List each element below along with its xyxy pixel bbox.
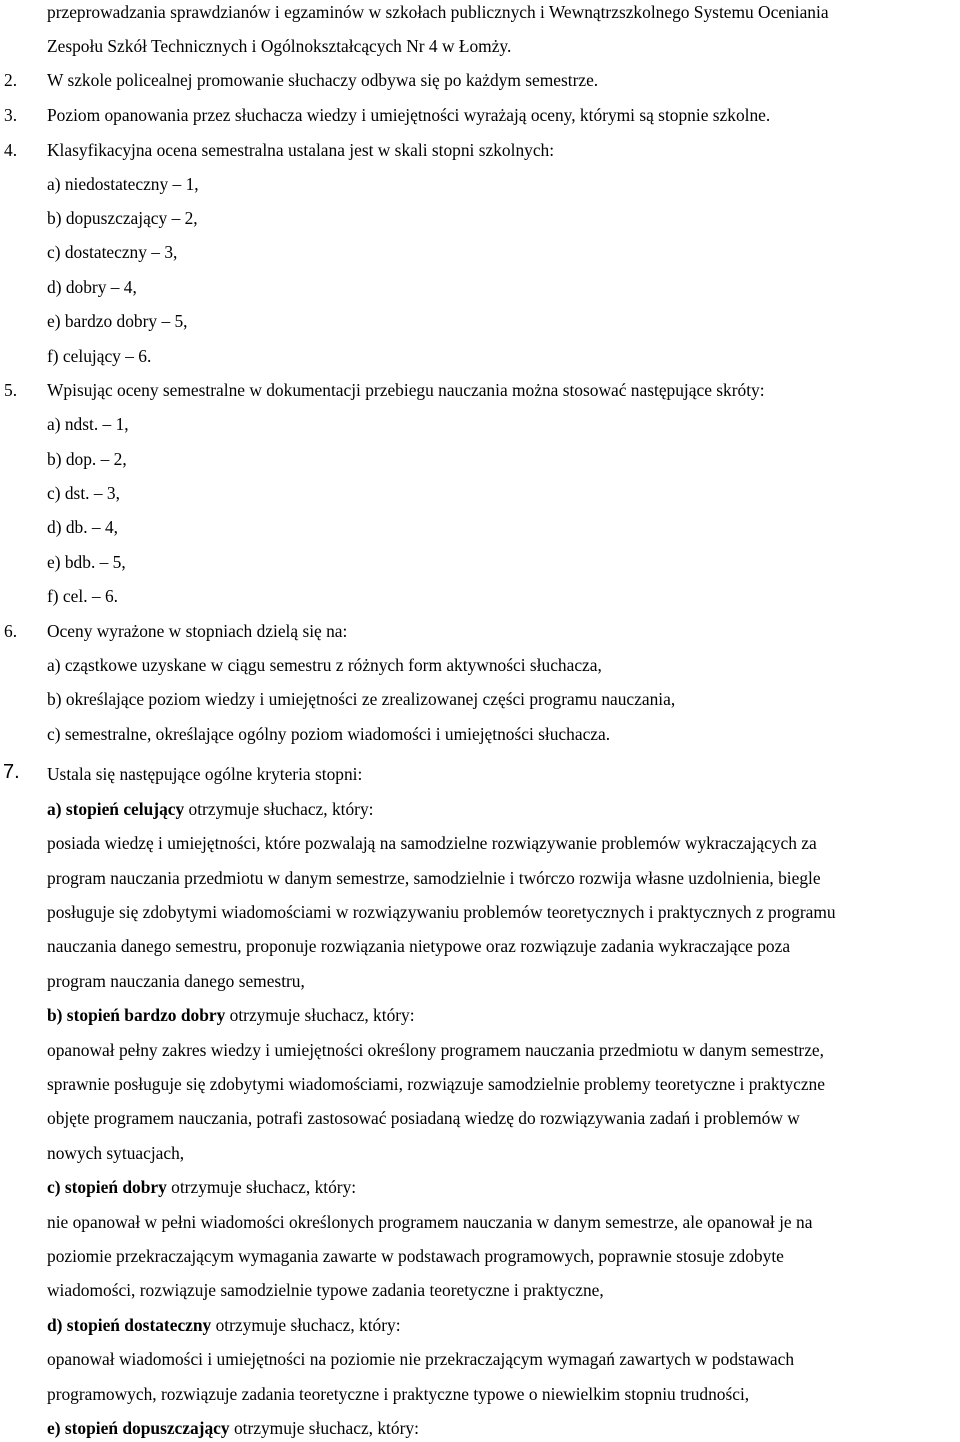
- grade-item: d) dobry – 4,: [47, 277, 137, 297]
- item-3-number: 3.: [4, 105, 18, 125]
- criterion-heading: [47, 1315, 401, 1335]
- criterion-line: objęte programem nauczania, potrafi zastosować posiadaną wiedzę do rozwiązywania zadań i problemów w: [47, 1108, 800, 1128]
- criterion-line: programowych, rozwiązuje zadania teoretyczne i praktyczne typowe o niewielkim stopniu trudności,: [47, 1384, 750, 1404]
- criterion-heading-bold: a) stopień celujący: [47, 799, 185, 819]
- criterion-line: posługuje się zdobytymi wiadomościami w rozwiązywaniu problemów teoretycznych i praktycznych z programu: [47, 902, 836, 922]
- criterion-heading-rest: otrzymuje słuchacz, który:: [166, 1177, 357, 1197]
- abbreviation-item: a) ndst. – 1,: [47, 414, 129, 434]
- abbreviation-item: d) db. – 4,: [47, 517, 119, 537]
- abbreviation-item: e) bdb. – 5,: [47, 552, 126, 572]
- criterion-heading-rest: otrzymuje słuchacz, który:: [225, 1005, 415, 1025]
- criterion-line: program nauczania przedmiotu w danym semestrze, samodzielnie i twórczo rozwija własne uzdolnienia, biegle: [47, 868, 821, 888]
- criterion-heading: [47, 1418, 419, 1438]
- criterion-line: nie opanował w pełni wiadomości określonych programem nauczania w danym semestrze, ale opanował je na: [47, 1212, 813, 1232]
- criterion-heading-rest: otrzymuje słuchacz, który:: [184, 799, 374, 819]
- criterion-line: nowych sytuacjach,: [47, 1143, 185, 1163]
- criterion-heading-rest: otrzymuje słuchacz, który:: [229, 1418, 419, 1438]
- criterion-line: opanował wiadomości i umiejętności na poziomie nie przekraczającym wymagań zawartych w podstawach: [47, 1349, 795, 1369]
- item-2-text: W szkole policealnej promowanie słuchaczy odbywa się po każdym semestrze.: [47, 70, 599, 90]
- item-5-number: 5.: [4, 380, 18, 400]
- item-6-text: Oceny wyrażone w stopniach dzielą się na:: [47, 621, 348, 641]
- abbreviation-item: b) dop. – 2,: [47, 449, 127, 469]
- item-7-number: 7.: [3, 761, 20, 783]
- grade-type-item: c) semestralne, określające ogólny poziom wiadomości i umiejętności słuchacza.: [47, 724, 611, 744]
- grade-type-item: a) cząstkowe uzyskane w ciągu semestru z różnych form aktywności słuchacza,: [47, 655, 602, 675]
- item-4-number: 4.: [4, 140, 18, 160]
- item-7-text: Ustala się następujące ogólne kryteria stopni:: [47, 764, 363, 784]
- grade-item: a) niedostateczny – 1,: [47, 174, 199, 194]
- grade-item: b) dopuszczający – 2,: [47, 208, 198, 228]
- criterion-line: posiada wiedzę i umiejętności, które pozwalają na samodzielne rozwiązywanie problemów wykraczających za: [47, 833, 817, 853]
- abbreviation-item: f) cel. – 6.: [47, 586, 118, 606]
- abbreviation-item: c) dst. – 3,: [47, 483, 120, 503]
- criterion-line: opanował pełny zakres wiedzy i umiejętności określony programem nauczania przedmiotu w danym semestrze,: [47, 1040, 824, 1060]
- item-2-number: 2.: [4, 70, 18, 90]
- criterion-heading-bold: e) stopień dopuszczający: [47, 1418, 230, 1438]
- intro-line-1: przeprowadzania sprawdzianów i egzaminów w szkołach publicznych i Wewnątrzszkolnego Systemu Oceniania: [47, 2, 829, 22]
- criterion-heading: [47, 1177, 356, 1197]
- criterion-heading: [47, 1005, 415, 1025]
- grade-item: e) bardzo dobry – 5,: [47, 311, 188, 331]
- criterion-heading: [47, 799, 374, 819]
- criterion-heading-bold: c) stopień dobry: [47, 1177, 167, 1197]
- criterion-line: nauczania danego semestru, proponuje rozwiązania nietypowe oraz rozwiązuje zadania wykraczające poza: [47, 936, 791, 956]
- criterion-line: poziomie przekraczającym wymagania zawarte w podstawach programowych, poprawnie stosuje zdobyte: [47, 1246, 784, 1266]
- criterion-line: sprawnie posługuje się zdobytymi wiadomościami, rozwiązuje samodzielnie problemy teoretyczne i praktyczne: [47, 1074, 825, 1094]
- criterion-heading-bold: b) stopień bardzo dobry: [47, 1005, 226, 1025]
- item-6-number: 6.: [4, 621, 18, 641]
- grade-item: c) dostateczny – 3,: [47, 242, 178, 262]
- grade-item: f) celujący – 6.: [47, 346, 152, 366]
- criterion-line: wiadomości, rozwiązuje samodzielnie typowe zadania teoretyczne i praktyczne,: [47, 1280, 604, 1300]
- criterion-heading-bold: d) stopień dostateczny: [47, 1315, 212, 1335]
- intro-line-2: Zespołu Szkół Technicznych i Ogólnokształcących Nr 4 w Łomży.: [47, 36, 512, 56]
- item-5-text: Wpisując oceny semestralne w dokumentacji przebiegu nauczania można stosować następujące skróty:: [47, 380, 765, 400]
- grade-type-item: b) określające poziom wiedzy i umiejętności ze zrealizowanej części programu nauczania,: [47, 689, 676, 709]
- criterion-heading-rest: otrzymuje słuchacz, który:: [211, 1315, 401, 1335]
- item-4-text: Klasyfikacyjna ocena semestralna ustalana jest w skali stopni szkolnych:: [47, 140, 555, 160]
- criterion-line: program nauczania danego semestru,: [47, 971, 305, 991]
- item-3-text: Poziom opanowania przez słuchacza wiedzy i umiejętności wyrażają oceny, którymi są stopnie szkolne.: [47, 105, 771, 125]
